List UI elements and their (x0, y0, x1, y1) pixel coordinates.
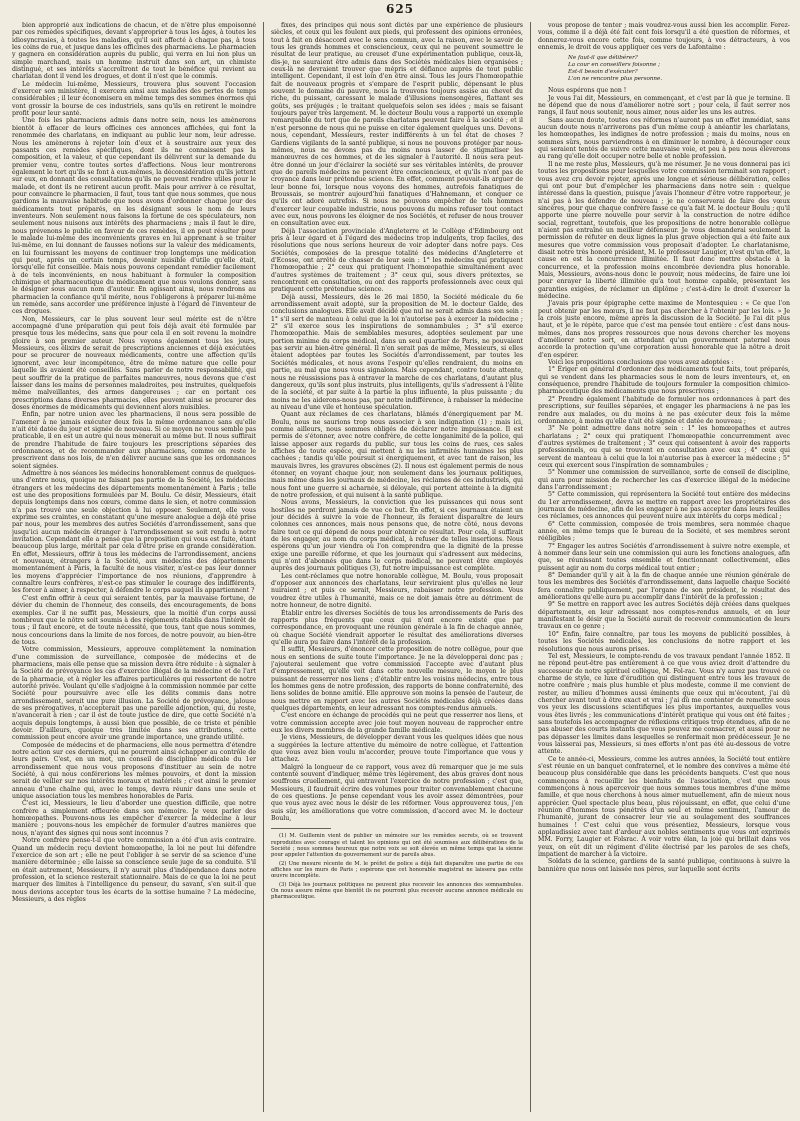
paragraph: 1° Ériger en général d'ordonner des médicaments tout faits, tout préparés, qui se vendent dans les pharmacies sous le nom de leurs inventeurs, et, en conséquence, prendre l'habitude de toujours formuler la composition chimico-pharmaceutique des médicaments que nous prescrivons ; (538, 366, 790, 396)
paragraph: Déjà aussi, Messieurs, dès le 26 mai 1850, la Société médicale du 6e arrondissement avait adopté, sur la proposition de M. le docteur Galde, des conclusions analogues. Elle avait décidé que nul ne serait admis dans son sein : 1° s'il sert de manteau à celui que la loi n'autorise pas à exercer la médecine ; 2° s'il exerce sous les inspirations de somnambules ; 3° s'il exerce l'homœopathie. Mais de semblables mesures, adoptées seulement par une portion minime du corps médical, dans un seul quartier de Paris, ne pouvaient pas servir au bien-être général. Il n'en serait pas de même, Messieurs, si elles étaient adoptées par toutes les Sociétés d'arrondissement, par toutes les Sociétés médicales, et nous avons l'espoir qu'elles rendraient, du moins en partie, au mal que nous vous signalons. Mais cependant, contre toute attente, nous ne réussissions pas à entraver la marche de ces charlatans, d'autant plus dangereux, qu'ils sont plus instruits, plus intelligents, qu'ils s'adressent à l'élite de la société, et par suite à la partie la plus influente, la plus puissante ; du moins ne les aiderons-nous pas, par notre indifférence, à rabaisser la médecine au niveau d'une vile et honteuse spéculation. (271, 293, 523, 411)
paragraph: Il ne me reste plus, Messieurs, qu'à me résumer. Je ne vous donnerai pas ici toutes les propositions pour lesquelles votre commission terminait son rapport ; vous avez cru devoir rejeter, après une longue et sérieuse délibération, celles qui ont pour but d'empêcher les pharmaciens dans notre sein : quelque intéressé dans la question, puisque j'avais l'honneur d'être votre rapporteur, je n'ai pas à les défendre de nouveau ; je ne conserverai de faire des vœux sincères, pour que chaque confrère fasse ce qu'a fait M. le docteur Boulu ; qu'il apporte une pierre nouvelle pour servir à la construction de notre édifice social, regrettant, toutefois, que les propositions de notre honorable collègue n'aient pas entraîné un meilleur défenseur. Je vous demanderai seulement la permission de réfuter en deux lignes la plus grave objection qui a été faite aux mesures que votre commission vous proposait d'adopter. Le charlatanisme, disait notre très honoré président, M. le professeur Laugier, n'est qu'un effet, la cause en est la concurrence illimitée. Il faut donc mettre obstacle à la concurrence, et la profession moins encombrée deviendra plus honorable. Mais, Messieurs, avons-nous donc le pouvoir, nous médecins, de faire une loi pour enrayer la liberté illimitée qu'a tout homme capable, présentant les garanties exigées, de réclamer un diplôme ; c'est-à-dire le droit d'exercer la médecine. (538, 160, 790, 300)
paragraph: Nous avons, Messieurs, la conviction que les puissances qui nous sont hostiles ne perdront jamais de vue ce but. En effet, si ces journaux étaient un jour décidés à suivre la voie de l'honneur, ils feraient disparaître de leurs colonnes ces annonces, mais nous pensons que, de notre côté, nous devons faire tout ce qui dépend de nous pour obtenir ce résultat. Pour cela, il suffirait de les engager, au nom du corps médical, à refuser de telles insertions. Nous espérons qu'un jour viendra où l'on comprendra que la dignité de la presse exige une pareille réforme, et que les journaux qui s'adressent aux médecins, qui n'ont d'abonnés que dans le corps médical, ne peuvent être employés auprès des journaux politiques (3), fut notre impuissance est complète. (271, 499, 523, 573)
page-number: 625 (385, 2, 415, 16)
paragraph: 7° Engager les autres Sociétés d'arrondissement à suivre notre exemple, et à nommer dans leur sein une commission qui aura les fonctions analogues, afin que, se réunissant toutes ensemble et fonctionnant collectivement, elles puissent agir au nom du corps médical tout entier ; (538, 542, 790, 572)
paragraph: Notre confrère pense-t-il que votre commission a été d'un avis contraire. Quand un médecin reçu devient homœopathe, la loi ne peut lui défendre l'exercice de son art ; elle ne peut l'obliger à se servir de sa science d'une manière déterminée ; elle laisse sa conscience seule juge de sa conduite. S'il en était autrement, Messieurs, il n'y aurait plus d'indépendance dans notre profession, et la science resterait stationnaire. Mais de ce que la loi ne peut marquer des limites à l'intelligence du penseur, du savant, s'en suit-il que nous devions accepter tous les écarts de la sottise humaine ? La médecine, Messieurs, a des règles (12, 837, 256, 903)
paragraph: Ce te année-ci, Messieurs, comme les autres années, la Société tout entière s'est réunie en un banquet confraternel, et le nombre des convives a même été beaucoup plus considérable que dans les précédents banquets. C'est que nous commençons à recueillir les bienfaits de l'association, c'est que nous commençons à nous apercevoir que nous sommes tous membres d'une même famille, et que nous cherchons à nous aimer mutuellement, afin de mieux nous apprécier. Quel spectacle plus beau, plus réjouissant, en effet, que celui d'une réunion d'hommes tous pénétrés d'un seul et même sentiment, l'amour de l'humanité, jurant de consacrer leur vie au soulagement des souffrances humaines ! C'est celui que vous présentiez, Messieurs, lorsque vous applaudissiez avec tant d'ardeur aux nobles sentiments que vous ont exprimés MM. Forry, Laugier et Folsrac. À voir votre élan, la joie qui brillait dans vos yeux, on eût dit un régiment d'élite électrisé par les paroles de ses chefs, impatient de marcher à la victoire. (538, 755, 790, 859)
paragraph: Sans aucun doute, toutes ces réformes n'auront pas un effet immédiat, sans aucun doute nous n'arriverons pas d'un même coup à anéantir les charlatans, les homœopathes, les indignes de notre profession ; mais du moins, nous en sommes sûrs, nous parviendrons à en diminuer le nombre, à décourager ceux qui seraient tentés de suivre cette mauvaise voie, et peu à peu nous élèverons au rang qu'elle doit occuper notre belle et noble profession. (538, 116, 790, 161)
paragraph: Admettre à nos séances les médecins honorablement connus de quelques-uns d'entre nous, quoique ne faisant pas partie de la Société, les médecins étrangers et les médecins des départements momentanément à Paris ; telle est une des propositions formulées par M. Boulu. Ce désir, Messieurs, était depuis longtemps dans nos cœurs, comme dans le sien, et notre commission n'a pas trouvé une seule objection à lui opposer. Seulement, elle vous exprime ses craintes, en constatant qu'une mesure analogue a déjà été prise par nous, pour les membres des autres Sociétés d'arrondissement, sans que jusqu'ici aucun médecin étranger à l'arrondissement se soit rendu à notre invitation. Cependant elle a pensé que la proposition qui vous est faite, étant beaucoup plus large, méritait par cela d'être prise en grande considération. En effet, Messieurs, offrir à tous les médecins de l'arrondissement, anciens et nouveaux, étrangers à la Société, aux médecins des départements momentanément à Paris, la faculté de nous visiter, n'est-ce pas leur donner les moyens d'apprécier l'importance de nos réunions, d'apprendre à connaître leurs confrères, n'est-ce pas stimuler le courage des indifférents, les forcer à aimer, à respecter, à défendre le corps auquel ils appartiennent ? (12, 469, 256, 595)
paragraph: Voici les propositions conclusions que vous avez adoptées : (548, 359, 734, 367)
paragraph: Les cent-réclames que notre honorable collègue, M. Boulu, vous proposait d'opposer aux annonces des charlatans, leur serviraient plus qu'elles ne leur nuiraient ; et puis ce serait, Messieurs, rabaisser notre profession. Vous voudrez être utiles à l'humanité, mais ce ne doit jamais être au détriment de notre honneur, de notre dignité. (271, 572, 523, 610)
paragraph: Enfin, par notre union avec les pharmaciens, il nous sera possible de l'amener à ne jamais exécuter deux fois la même ordonnance sans qu'elle n'ait été datée du jour et signée de nouveau. Si ce moyen ne vous semble pas praticable, il en est un autre qui nous mènerait au même but. Il nous suffirait de prendre l'habitude de faire toujours les prescriptions séparées des ordonnances, et de recommander aux pharmaciens, comme on reste le prescrivent dans nos lois, de n'en délivrer aucune sans que les ordonnances soient signées. (12, 411, 256, 470)
paragraph: Il suffit, Messieurs, d'énoncer cette proposition de notre collègue, pour que nous en sentions de suite toute l'importance. Je ne la développerai donc pas ; j'ajouterai seulement que votre commission l'accepte avec d'autant plus d'empressement, qu'elle voit dans cette nouvelle mesure, le moyen le plus puissant de resserrer nos liens ; d'établir entre les voisins médecins, entre tous les hommes gens de notre profession, des rapports de bonne confraternité, des liens solides de bonne amitié. Elle approuve son moins la pensée de l'auteur, de nous mettre en rapport avec les autres Sociétés médicales déjà créées dans quelques départements, en leur adressant nos comptes-rendus annuels. (271, 646, 523, 712)
paragraph: C'est enfin offrir à ceux qui seraient tentés, par la mauvaise fortune, de dévier du chemin de l'honneur, des conseils, des encouragements, de bons exemples. Car il ne suffit pas, Messieurs, que la moitié d'un corps aussi nombreux que le nôtre soit soumis à des règlements établis dans l'intérêt de tous ; il faut encore, et de toute nécessité, que tous, tant que nous sommes, nous concourions dans la limite de nos forces, de notre pouvoir, au bien-être de tous. (12, 594, 256, 646)
paragraph: Je vous l'ai dit, Messieurs, en commençant, et c'est par là que je termine. Il ne dépend que de nous d'améliorer notre sort ; pour cela, il faut serrer nos rangs, il faut nous soutenir, nous aimer, nous aider les uns les autres. (538, 94, 790, 117)
footnote: (2) Une mesure récente de M. le préfet de police a déjà fait disparaître une partie de ces affiches sur les murs de Paris ; espérons que cet honorable magistrat ne laissera pas cette œuvre incomplète. (271, 860, 523, 880)
paragraph: Quant aux réclames de ces charlatans, blâmés d'énergiquement par M. Boulu, nous ne saurions trop nous associer à son indignation (1) ; mais ici, comme ailleurs, nous sommes obligés de déclarer notre impuissance. Il est permis de s'étonner, avec notre confrère, de cette longanimité de la police, qui laisse apposer aux regards du public, sur tous les coins de rues, ces sales affiches de toute espèce, qui mettent à nu les infirmités humaines les plus cachées ; tandis qu'elle poursuit si énergiquement, et avec tant de raison, les mauvais livres, les gravures obscènes (2). Il nous est également permis de nous étonner, en voyant chaque jour, non seulement dans les journaux politiques, mais même dans les journaux de médecine, les réclames de ces industriels, qui nous font une guerre si acharnée, si déloyale, qui portent atteinte à la dignité de notre profession, et qui nuisent à la santé publique. (271, 411, 523, 499)
paragraph: Votre commission, Messieurs, approuve complètement la nomination d'une commission de surveillance, composée de médecins et de pharmaciens, mais elle pense que sa mission devra être réduite : à signaler à la Société de prévoyance les cas d'exercice illégal de la médecine et de l'art de la pharmacie, et à régler les affaires particulières qui ressortent de notre autorité privée. Voulant qu'elle s'adjoigne à la commission nommée par cette Société pour poursuivre avec elle les délits commis dans notre arrondissement, serait une pure illusion. La Société de prévoyance, jalouse de ses prérogatives, n'accepterait pas une pareille adjonction, qui, du reste, n'avancerait à rien ; car il est de toute justice de dire, que cette Société n'a acquis depuis longtemps, à aussi bien que possible, de ce triste et pénible devoir. D'ailleurs, quoique très limitée dans ses attributions, cette commission peut encore avoir une grande importance, une grande utilité. (12, 646, 256, 742)
paragraph: Une fois les pharmaciens admis dans notre sein, nous les amènerons bientôt à effacer de leurs officines ces annonces affichées, qui font la renommée des charlatans, en indiquant au public leur nom, leur adresse. Nous les amènerons à rejeter loin d'eux et à soustraire aux yeux des passants ces remèdes spécifiques, dont ils ne connaissent pas la composition, et la valeur, et que cependant ils délivrent sur la demande du premier venu, contre toutes sortes d'affections. Nous leur montrerons également le tort qu'ils se font à eux-mêmes, la déconsidération qu'ils jettent sur eux, en donnant des consultations qu'ils ne peuvent rendre utiles pour le malade, et dont ils ne retirent aucun profit. Mais pour arriver à ce résultat, pour convaincre le pharmacien, il faut, tous tant que nous sommes, que nous gardions la mauvaise habitude que nous avons d'ordonner chaque jour des médicaments tout préparés, en les désignant sous le nom de leurs inventeurs. Non seulement nous faisons la fortune de ces spéculateurs, non seulement nous nuisons aux intérêts des pharmaciens ; mais il faut le dire, nous prévenons le public en faveur de ces remèdes, il en peut résulter pour le malade lui-même des inconvénients graves en lui apprenant à se traiter lui-même, en lui donnant de fausses notions sur la valeur des médicaments, en lui fournissant les moyens de continuer trop longtemps une médication qui peut, après un certain temps, devenir nuisible d'utile qu'elle était, lorsqu'elle fut conseillée. Mais nous pouvons cependant remédier facilement à de tels inconvénients, en nous habituant à formuler la composition chimique et pharmaceutique du médicament que nous voulons donner, sans le désigner sous aucun nom d'auteur. En agissant ainsi, nous rendrons au pharmacien la confiance qu'il mérite, nous l'obligerons à préparer lui-même un remède, sans accorder une préférence injuste à l'égard de l'inventeur de ces drogues. (12, 117, 256, 316)
poem-line: L'on ne rencontre plus personne. (568, 76, 663, 83)
footnote: (1) M. Guillemin vient de publier un mémoire sur les remèdes secrets, où se trouvent reproduites avec courage et talent les opinions qui ont été soumises aux délibérations de la Société ; nous sommes heureux que notre voix se soit élevée en même temps que la sienne pour appeler l'attention du gouvernement sur de pareils abus. (271, 833, 523, 859)
paragraph: Je viens, Messieurs, de développer devant vous les quelques idées que nous a suggérées la lecture attentive du mémoire de notre collègue, et l'attention que vous avez bien voulu m'accorder, prouve toute l'importance que vous y attachez. (271, 734, 523, 764)
poem-line: Est-il besoin d'exécuter? (568, 69, 638, 76)
paragraph: C'est ici, Messieurs, le lieu d'aborder une question difficile, que notre confrère a simplement effleurée dans son mémoire. Je veux parler des homœopathes. Pouvons-nous les empêcher d'exercer la médecine à leur manière ; pouvons-nous les empêcher de formuler d'autres manières que nous, n'ayant des signes qui nous sont inconnus ? (12, 800, 256, 837)
paragraph: 2° Prendre également l'habitude de formuler nos ordonnances à part des prescriptions, sur feuilles séparées, et engager les pharmaciens à ne pas les rendre aux malades, ou du moins à ne pas exécuter deux fois la même ordonnance, à moins qu'elle n'ait été signée et datée de nouveau ; (538, 395, 790, 425)
paragraph: 8° Demander qu'il y ait à la fin de chaque année une réunion générale de tous les membres des Sociétés d'arrondissement, dans laquelle chaque Société fera connaître publiquement, par l'organe de son président, le résultat des améliorations qu'elle aura pu accomplir dans l'intérêt de la profession ; (538, 572, 790, 602)
paragraph: Composée de médecins et de pharmaciens, elle nous permettra d'étendre notre action sur ces derniers, qui ne pourront ainsi échapper au contrôle de leurs pairs. C'est, en un mot, un conseil de discipline médicale du 1er arrondissement que nous vous proposons d'instituer au sein de notre Société, à qui nous conférerions les mêmes pouvoirs, et dont la mission serait de veiller sur nos intérêts moraux et matériels ; c'est ainsi le premier anneau d'une chaîne qui, avec le temps, devra réunir dans une seule et unique association tous les membres honorables de Paris. (12, 741, 256, 801)
paragraph: fixes, des principes qui nous sont dictés par une expérience de plusieurs siècles, et ceux qui les foulent aux pieds, qui professent des opinions erronées, tout à fait en désaccord avec le sens commun, avec la raison, avec le savoir de tous les grands hommes et consciencieux, ceux qui ne peuvent soumettre le résultat de leur pratique, au creuset d'une expérimentation publique, ceux-là, dis-je, ne sauraient être admis dans des Sociétés médicales bien organisées ; ceux-là ne devraient trouver que mépris et défiance auprès de tout public intelligent. Cependant, il est loin d'en être ainsi. Tous les jours l'homœopathie fait de nouveaux progrès et s'empare de l'esprit public, dépensant le plus souvent le domaine du pauvre, nous la trouvons toujours assise au chevet du riche, du puissant, caressant le malade d'illusions mensongères, flattant ses goûts, ses préjugés ; le traitant quelquefois selon ses idées ; mais se faisant toujours payer très largement. M. le docteur Boulu vous a rapporté un exemple remarquable du tort que de pareils charlatans peuvent faire à la société ; et il n'est personne de nous qui ne puisse en citer également quelques uns. Devons-nous, cependant, Messieurs, rester indifférents à un tel état de choses ? Gardiens vigilants de la santé publique, si nous ne pouvons protéger par nous-mêmes, nous ne devons pas du moins nous lasser de stigmatiser les manœuvres de ces hommes, et de les signaler à l'autorité. Il nous sera peut-être donné un jour d'éclairer la société sur ses véritables intérêts, de prouver que de pareils médecins ne peuvent être consciencieux, et qu'ils n'ont pas de croyance dans leur prétendue science. En effet, comment pouvait-ils arguer de leur bonne foi, lorsque nous voyons des hommes, autrefois fanatiques de Broussais, se montrer aujourd'hui fanatiques d'Hahnemann, et conquer ce qu'ils ont adoré autrefois. Si nous ne pouvons empêcher de tels hommes d'exercer leur coupable industrie, nous pouvons du moins refuser tout contact avec eux, nous pouvons les éloigner de nos Sociétés, et refuser de nous trouver en consultation avec eux. (271, 22, 523, 228)
column-2 (271, 22, 523, 1112)
paragraph: Non, Messieurs, car le plus souvent leur seul mérite est de n'être accompagné d'une préparation qui peut fois déjà avait été formulée par presque tous les médecins, sans que pour cela il en soit revenu la moindre gloire à son premier auteur. Nous voyons également tous les jours, Messieurs, ces élixirs de serait de prescriptions anciennes et déjà exécutées pour se procurer de nouveaux médicaments, contre une affection qu'ils ignorent, avec leur incompétence, être de même nature que celle pour laquelle ils avaient été conseillés. Sans parler de notre responsabilité, qui peut souffrir de la pratique de parfaites manœuvres, nous devons que c'est laisser dans les mains de personnes maladroites, peu instruites, quelquefois même malveillantes, des armes dangereuses ; car en portant ces prescriptions dans diverses pharmacies, elles peuvent ainsi se procurer des doses énormes de médicaments qui deviennent alors nuisibles. (12, 315, 256, 411)
paragraph: Tel est, Messieurs, le compte-rendu de vos travaux pendant l'année 1852. Il ne répond peut-être pas entièrement à ce que vous aviez droit d'attendre du successeur de notre spirituel collègue, M. Fol-rac. Vous n'y aurez pas trouvé ce charme de style, ce luxe d'érudition qui distinguent entre tous les travaux de notre confrère ; mais plus humble et plus modeste, comme il me convient de rester, au milieu d'hommes aussi éminents que ceux qui m'écoutent, j'ai dû chercher avant tout à être exact et vrai ; j'ai dû me contenter de remettre sous vos yeux les discussions scientifiques les plus importantes, auxquelles vous vous êtes livrés ; les communications d'intérêt pratique qui vous ont été faites ; sans toutefois les accompagner de réflexions critiques trop étendues, afin de ne pas abuser des courts instants que vous pouvez me consacrer, et aussi pour ne pas dépasser les limites dans lesquelles se renfermait mon prédécesseur. Je ne vous laisserai pas, Messieurs, si mes efforts n'ont pas été au-dessous de votre attente. (538, 652, 790, 756)
paragraph: Malgré la longueur de ce rapport, vous avez dû remarquer que je me suis contenté souvent d'indiquer, même très légèrement, des abus graves dont nous souffrons cruellement, qui entravent l'exercice de notre profession ; c'est que, Messieurs, il faudrait écrire des volumes pour traiter convenablement chacune de ces questions. Je pense cependant vous les avoir assez démontrées, pour que vous ayez avec nous le désir de les réformer. Vous approuverez tous, j'en suis sûr, les améliorations que votre commission, d'accord avec M. le docteur Boulu, (271, 763, 523, 823)
footnote-separator (271, 828, 331, 829)
paragraph: 6° Cette commission, composée de trois membres, sera nommée chaque année, en même temps que le bureau de la Société, et ses membres seront rééligibles ; (538, 520, 790, 543)
paragraph: J'avais pris pour épigraphe cette maxime de Montesquieu : « Ce que l'on peut obtenir par les mœurs, il ne faut pas chercher à l'obtenir par les lois. » Je la crois juste encore, même après la discussion de la Société. Je l'ai dit plus haut, et je le répète, parce que c'est ma pensée tout entière : c'est dans nous-mêmes, dans nos propres ressources que nous devons chercher les moyens d'améliorer notre sort, en attendant qu'un gouvernement paternel nous accorde la protection qu'une corporation aussi honorable que la nôtre a droit d'en espérer. (538, 300, 790, 359)
column-3 (538, 22, 790, 1112)
poem-quote (568, 55, 790, 83)
column-1 (12, 22, 256, 1112)
poem-line: La cour en conseillers foisonne ; (568, 62, 661, 69)
paragraph: 9° Se mettre en rapport avec les autres Sociétés déjà créées dans quelques départements, en leur adressant nos comptes-rendus annuels, et en leur manifestant le désir que la Société aurait de recevoir communication de leurs travaux en ce genre ; (538, 601, 790, 631)
paragraph: C'est encore en échange de procédés qui ne peut que resserrer nos liens, et votre commission accepte avec joie tout moyen nouveau de rapprocher entre eux les divers membres de la grande famille médicale. (271, 712, 523, 734)
footnote: (3) Déjà les journaux politiques ne peuvent plus recevoir les annonces des somnambules. On nous assure même que bientôt ils ne pourront plus recevoir aucune annonce médicale ou pharmaceutique. (271, 881, 523, 901)
paragraph: Le médecin lui-même, Messieurs, trouvera plus souvent l'occasion d'exercer son ministère, il exercera ainsi aux malades des pertes de temps considérables ; il leur économisera en même temps des sommes énormes qui vont grossir la bourse de ces industriels, sans qu'ils en retirent le moindre profit pour leur santé. (12, 80, 256, 118)
paragraph: 5° Cette commission, qui représentera la Société tout entière des médecins du 1er arrondissement, devra se mettre en rapport avec les propriétaires des journaux de médecine, afin de les engager à ne pas accepter dans leurs feuilles ces réclames, ces annonces qui peuvent nuire aux intérêts du corps médical ; (538, 491, 790, 521)
paragraph: 10° Enfin, faire connaître, par tous les moyens de publicité possibles, à toutes les Sociétés médicales, les conclusions de notre rapport et les résolutions que nous aurons prises. (538, 630, 790, 653)
paragraph: Soldats de la science, gardiens de la santé publique, continuons à suivre la bannière que nous ont laissée nos pères, sur laquelle sont écrits (538, 858, 790, 873)
paragraph: Déjà l'association provinciale d'Angleterre et le Collège d'Edimbourg ont pris à leur égard et à l'égard des médecins trop indulgents, trop faciles, des résolutions que nous serions heureux de voir adopter dans notre pays. Ces Sociétés, composées de la presque totalité des médecins d'Angleterre et d'Ecosse, ont arrêté de chasser de leur sein : 1° les médecins qui pratiquent l'homœopathie ; 2° ceux qui pratiquent l'homœopathie simultanément avec d'autres systèmes de traitement ; 3° ceux qui, sous divers prétextes, se rencontrent en consultation, ou ont des rapports professionnels avec ceux qui pratiquent cette prétendue science. (271, 227, 523, 294)
column-divider (530, 22, 531, 1112)
paragraph: Établir entre les diverses Sociétés de tous les arrondissements de Paris des rapports plus fréquents que ceux qui n'ont encore existé que par correspondance, en provoquant une réunion générale à la fin de chaque année, où chaque Société viendrait apporter le résultat des améliorations diverses qu'elle aura pu faire dans l'intérêt de la profession. (271, 609, 523, 646)
poem-line: Ne faut-il que délibérer? (568, 55, 638, 62)
paragraph: 5° Nommer une commission de surveillance, sorte de conseil de discipline, qui aura pour mission de rechercher les cas d'exercice illégal de la médecine dans l'arrondissement ; (538, 469, 790, 491)
column-divider (263, 22, 264, 1112)
paragraph: vous propose de tenter ; mais voudrez-vous aussi bien les accomplir. Ferez-vous, comme il a déjà été fait cent fois lorsqu'il a été question de réformes, et donnerez-vous encore cette fois, comme toujours, à vos détracteurs, à vos ennemis, le droit de vous appliquer ces vers de Lafontaine : (538, 22, 790, 52)
paragraph: 3° Ne point admettre dans notre sein : 1° les homœopathes et autres charlatans ; 2° ceux qui pratiquent l'homœopathie concurremment avec d'autres systèmes de traitement ; 3° ceux qui consentent à avoir des rapports professionnels, ou qui se trouvent en consultation avec eux ; 4° ceux qui servent de manteau à celui que la loi n'autorise pas à exercer la médecine ; 5° ceux qui exercent sous l'inspiration de somnambules ; (538, 425, 790, 469)
paragraph: Nous espérons que non ! (548, 87, 627, 95)
paragraph: bien approprié aux indications de chacun, et de n'être plus empoisonné par ces remèdes spécifiques, devant s'approprier à tous les âges, à toutes les idiosyncrasies, à toutes les maladies, qu'il soit affecté à chaque pas, à tous les coins de rue, et jusque dans les officines des pharmaciens. Le pharmacien y gagnera en considération auprès du public, qui verra en lui non plus un simple marchand, mais un homme instruit dans son art, un chimiste distingué, et ses intérêts s'accroîtront de tout le bénéfice qui revient au charlatan dont il vend les drogues, et dont il n'est que le commis. (12, 22, 256, 81)
